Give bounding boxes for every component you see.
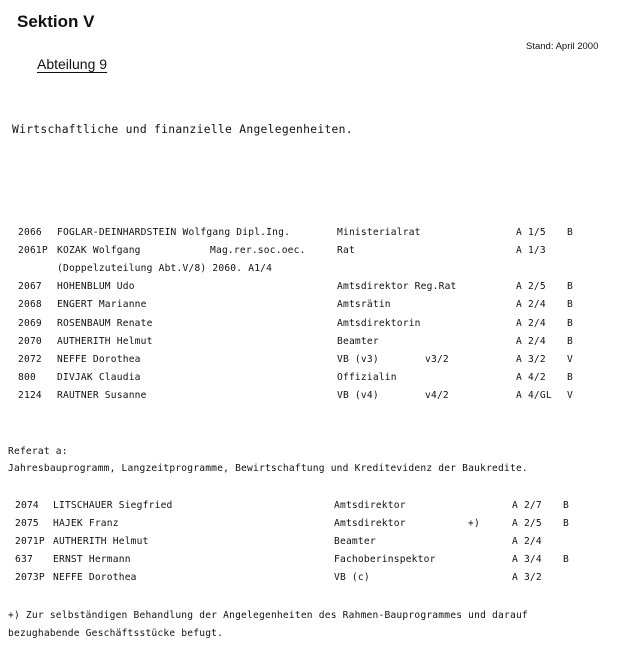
staff-nr: 2068 (18, 299, 42, 311)
staff-name: AUTHERITH Helmut (53, 536, 149, 548)
staff-title: Amtsdirektorin (337, 317, 421, 329)
staff-code: B (567, 317, 573, 329)
staff-grade: A 3/4 (512, 554, 542, 566)
staff-nr: 2124 (18, 389, 42, 401)
staff-title: Beamter (334, 536, 376, 548)
staff-grade: A 2/5 (516, 281, 546, 293)
staff-name: RAUTNER Susanne (57, 389, 147, 401)
staff-grade: A 1/3 (516, 245, 546, 257)
staff-nr: 637 (15, 554, 33, 566)
staff-nr: 2074 (15, 500, 39, 511)
staff-code: B (563, 500, 569, 511)
staff-title: Amtsdirektor (334, 518, 406, 530)
staff-nr: 2067 (18, 281, 42, 293)
stand-date: Stand: April 2000 (526, 41, 599, 52)
staff-code: B (567, 335, 573, 347)
staff-title: VB (v4) (337, 389, 379, 401)
staff-extra: +) (468, 518, 480, 530)
staff-grade: A 2/5 (512, 518, 542, 530)
staff-title: Amtsdirektor Reg.Rat (337, 281, 457, 293)
staff-name: HAJEK Franz (53, 518, 119, 530)
staff-code: V (567, 353, 573, 365)
staff-name: ENGERT Marianne (57, 299, 147, 311)
staff-title: Amtsdirektor (334, 500, 406, 511)
staff-name: KOZAK Wolfgang (57, 245, 141, 257)
staff-row (0, 372, 618, 386)
staff-name: DIVJAK Claudia (57, 371, 141, 383)
staff-name: (Doppelzuteilung Abt.V/8) 2060. A1/4 (57, 263, 273, 275)
staff-row (0, 554, 618, 568)
referat-description: Jahresbauprogramm, Langzeitprogramme, Bewirtschaftung und Kreditevidenz der Baukredite. (8, 463, 528, 474)
staff-title: VB (c) (334, 572, 370, 584)
staff-name: NEFFE Dorothea (57, 353, 141, 365)
staff-code: B (567, 371, 573, 383)
staff-name: AUTHERITH Helmut (57, 335, 153, 347)
department-title: Abteilung 9 (37, 56, 108, 72)
staff-row (0, 263, 618, 277)
staff-nr: 2073P (15, 572, 45, 584)
footnote-line: +) Zur selbständigen Behandlung der Angelegenheiten des Rahmen-Bauprogrammes und darauf (8, 610, 528, 621)
staff-grade: A 4/GL (516, 389, 552, 401)
referat-label: Referat a: (8, 446, 68, 457)
staff-title: Ministerialrat (337, 227, 421, 238)
staff-grade: A 3/2 (516, 353, 546, 365)
staff-grade: A 2/4 (512, 536, 542, 548)
staff-grade: A 2/4 (516, 335, 546, 347)
staff-code: B (567, 281, 573, 293)
staff-extra: v3/2 (425, 353, 449, 365)
staff-grade: A 3/2 (512, 572, 542, 584)
staff-title: Offizialin (337, 371, 397, 383)
staff-title: Rat (337, 245, 355, 257)
staff-nr: 2071P (15, 536, 45, 548)
staff-degree: Mag.rer.soc.oec. (210, 245, 306, 257)
staff-name: ROSENBAUM Renate (57, 317, 153, 329)
staff-title: Fachoberinspektor (334, 554, 436, 566)
staff-row (0, 354, 618, 368)
staff-row (0, 318, 618, 332)
staff-code: V (567, 389, 573, 401)
staff-nr: 2072 (18, 353, 42, 365)
staff-nr: 2061P (18, 245, 48, 257)
staff-grade: A 1/5 (516, 227, 546, 238)
staff-row (0, 518, 618, 532)
staff-row (0, 536, 618, 550)
staff-row (0, 299, 618, 313)
staff-nr: 800 (18, 371, 36, 383)
staff-grade: A 4/2 (516, 371, 546, 383)
staff-row (0, 245, 618, 259)
staff-nr: 2075 (15, 518, 39, 530)
staff-code: B (563, 518, 569, 530)
staff-code: B (563, 554, 569, 566)
staff-row (0, 227, 618, 241)
staff-row (0, 390, 618, 404)
staff-title: Beamter (337, 335, 379, 347)
staff-grade: A 2/4 (516, 299, 546, 311)
department-subject: Wirtschaftliche und finanzielle Angelegenheiten. (12, 123, 353, 136)
staff-row (0, 336, 618, 350)
staff-grade: A 2/7 (512, 500, 542, 511)
staff-title: Amtsrätin (337, 299, 391, 311)
staff-name: ERNST Hermann (53, 554, 131, 566)
staff-code: B (567, 299, 573, 311)
footnote-line: bezughabende Geschäftsstücke befugt. (8, 628, 224, 639)
staff-extra: v4/2 (425, 389, 449, 401)
staff-name: FOGLAR-DEINHARDSTEIN Wolfgang Dipl.Ing. (57, 227, 291, 238)
section-title: Sektion V (17, 12, 95, 31)
staff-name: NEFFE Dorothea (53, 572, 137, 584)
staff-nr: 2066 (18, 227, 42, 238)
staff-row (0, 281, 618, 295)
staff-nr: 2070 (18, 335, 42, 347)
staff-grade: A 2/4 (516, 317, 546, 329)
staff-row (0, 500, 618, 514)
staff-row (0, 572, 618, 586)
staff-name: LITSCHAUER Siegfried (53, 500, 173, 511)
staff-nr: 2069 (18, 317, 42, 329)
staff-code: B (567, 227, 573, 238)
staff-name: HOHENBLUM Udo (57, 281, 135, 293)
staff-title: VB (v3) (337, 353, 379, 365)
